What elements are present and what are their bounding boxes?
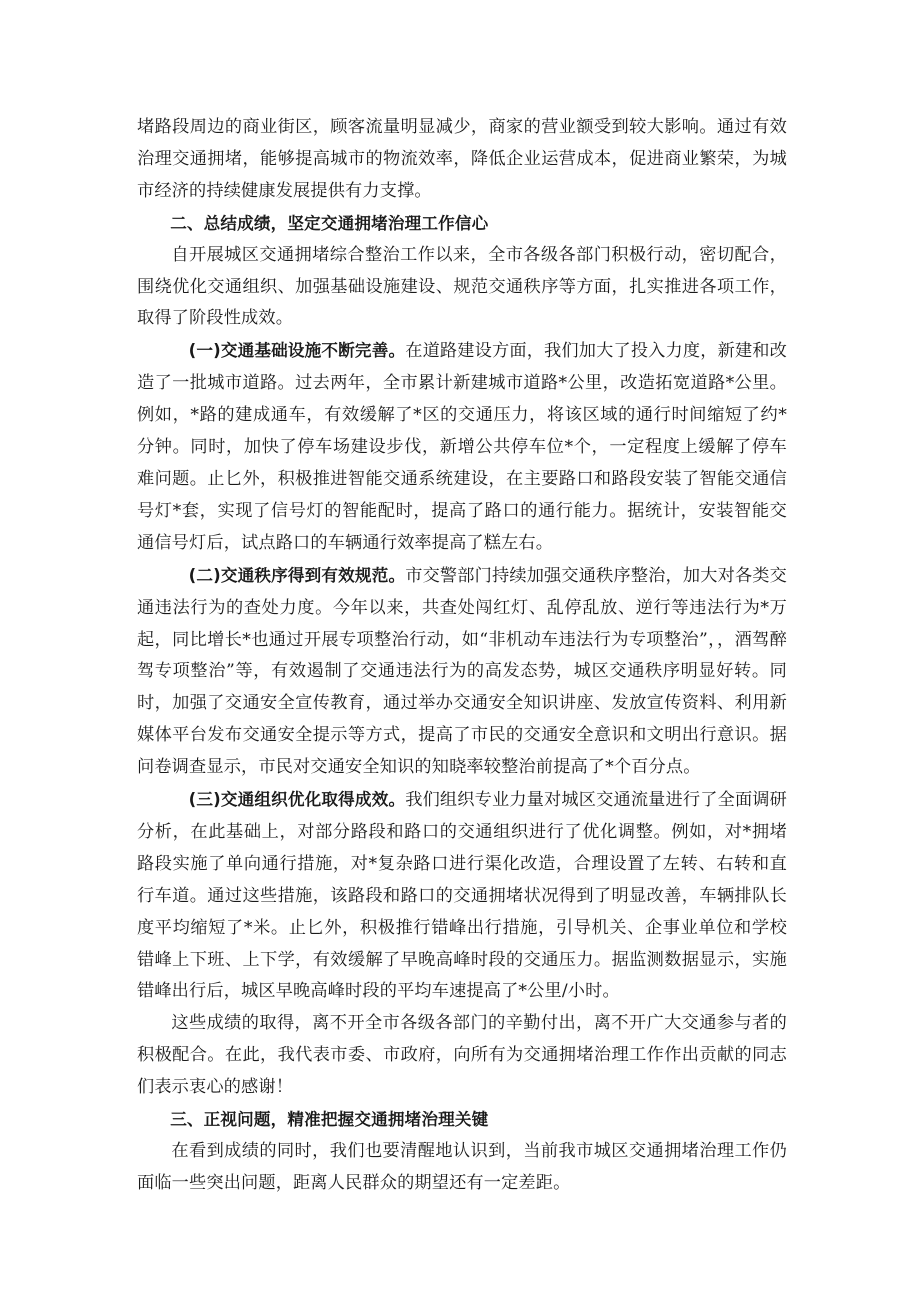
paragraph-achievements: 自开展城区交通拥堵综合整治工作以来，全市各级各部门积极行动，密切配合，围绕优化交通组织、加强基础设施建设、规范交通秩序等方面，扎实推进各项工作，取得了阶段性成效。 bbox=[137, 244, 787, 329]
paragraph-organization bbox=[137, 784, 787, 1008]
paragraph-intro: 堵路段周边的商业街区，顾客流量明显减少，商家的营业额受到较大影响。通过有效治理交通拥堵，能够提高城市的物流效率，降低企业运营成本，促进商业繁荣，为城市经济的持续健康发展提供有力支撑。 bbox=[137, 117, 787, 201]
order-body: 市交警部门持续加强交通秩序整治，加大对各类交通违法行为的查处力度。今年以来，共查处闯红灯、乱停乱放、逆行等违法行为*万起，同比增长*也通过开展专项整治行动，如“非机动车违法行为专项整治”，，酒驾醉驾专项整治”等，有效遏制了交通违法行为的高发态势，城区交通秩序明显好转。同时，加强了交通安全宣传教育，通过举办交通安全知识讲座、发放宣传资料、利用新媒体平台发布交通安全提示等方式，提高了市民的交通安全意识和文明出行意识。据问卷调查显示，市民对交通安全知识的知晓率较整治前提高了*个百分点。 bbox=[137, 565, 787, 778]
section-heading-3: 三、正视问题，精准把握交通拥堵治理关键 bbox=[170, 1110, 489, 1130]
infrastructure-body: 在道路建设方面，我们加大了投入力度，新建和改造了一批城市道路。过去两年，全市累计新建城市道路*公里，改造拓宽道路*公里。例如，*路的建成通车，有效缓解了*区的交通压力，将该区域的通行时间缩短了约*分钟。同时，加快了停车场建设步伐，新增公共停车位*个，一定程度上缓解了停车难问题。止匕外，积极推进智能交通系统建设，在主要路口和路段安装了智能交通信号灯*套，实现了信号灯的智能配时，提高了路口的通行能力。据统计，安装智能交通信号灯后，试点路口的车辆通行效率提高了糕左右。 bbox=[137, 341, 787, 553]
paragraph-problems: 在看到成绩的同时，我们也要清醒地认识到，当前我市城区交通拥堵治理工作仍面临一些突出问题，距离人民群众的期望还有一定差距。 bbox=[137, 1141, 787, 1193]
organization-body: 我们组织专业力量对城区交通流量进行了全面调研分析，在此基础上，对部分路段和路口的交通组织进行了优化调整。例如，对*拥堵路段实施了单向通行措施，对*复杂路口进行渠化改造，合理设置了左转、右转和直行车道。通过这些措施，该路段和路口的交通拥堵状况得到了明显改善，车辆排队长度平均缩短了*米。止匕外，积极推行错峰出行措施，引导机关、企事业单位和学校错峰上下班、上下学，有效缓解了早晚高峰时段的交通压力。据监测数据显示，实施错峰出行后，城区早晚高峰时段的平均车速提高了*公里/小时。 bbox=[137, 790, 787, 1002]
paragraph-order bbox=[137, 560, 787, 784]
subheading-order: (二)交通秩序得到有效规范。 bbox=[188, 565, 406, 585]
document-page bbox=[137, 112, 787, 1200]
paragraph-infrastructure bbox=[137, 335, 787, 559]
section-heading-2: 二、总结成绩，坚定交通拥堵治理工作信心 bbox=[170, 213, 489, 233]
subheading-organization: (三)交通组织优化取得成效。 bbox=[188, 790, 406, 810]
paragraph-thanks: 这些成绩的取得，离不开全市各级各部门的辛勤付出，离不开广大交通参与者的积极配合。在此，我代表市委、市政府，向所有为交通拥堵治理工作作出贡献的同志们表示衷心的感谢！ bbox=[137, 1013, 787, 1098]
subheading-infrastructure: (一)交通基础设施不断完善。 bbox=[188, 341, 406, 361]
